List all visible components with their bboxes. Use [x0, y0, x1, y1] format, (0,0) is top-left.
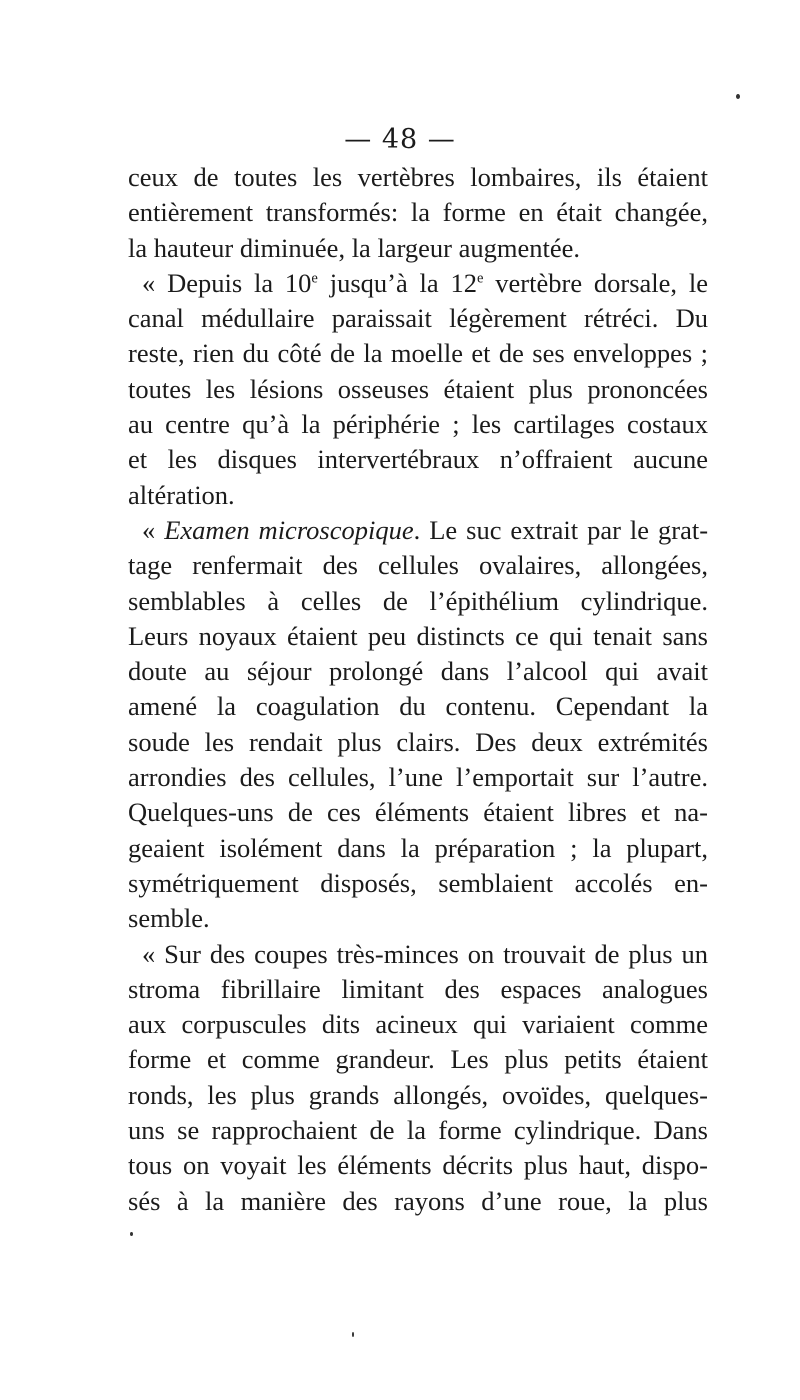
text-line: arrondies des cellules, l’une l’emportait sur l’autre. — [128, 762, 708, 793]
text-line: geaient isolément dans la préparation ; la plupart, — [128, 832, 708, 863]
page-number: — 48 — — [344, 124, 456, 155]
text-line: toutes les lésions osseuses étaient plus prononcées — [128, 373, 708, 404]
ordinal-superscript: e — [311, 270, 318, 287]
text-line: altération. — [128, 479, 235, 510]
text-line: « Sur des coupes très-minces on trouvait de plus un — [142, 938, 708, 969]
ink-speck — [130, 1232, 133, 1236]
text-line: amené la coagulation du contenu. Cependant la — [128, 691, 708, 722]
text-line: Quelques-uns de ces éléments étaient libres et na- — [128, 797, 708, 828]
ordinal-superscript: e — [477, 270, 484, 287]
text-line: Leurs noyaux étaient peu distincts ce qui tenait sans — [128, 620, 708, 651]
text-line: canal médullaire paraissait légèrement rétréci. Du — [128, 303, 708, 334]
text-line: la hauteur diminuée, la largeur augmentée. — [128, 232, 581, 263]
text-line: ronds, les plus grands allongés, ovoïdes, quelques- — [128, 1079, 708, 1110]
text-line: au centre qu’à la périphérie ; les cartilages costaux — [128, 409, 708, 440]
text-line: soude les rendait plus clairs. Des deux extrémités — [128, 726, 708, 757]
text-line: semblables à celles de l’épithélium cylindrique. — [128, 585, 708, 616]
text-line: entièrement transformés: la forme en était changée, — [128, 197, 708, 228]
text-fragment: jusqu’à la 12 — [317, 267, 477, 298]
text-fragment: vertèbre dorsale, le — [483, 267, 709, 298]
text-line: forme et comme grandeur. Les plus petits étaient — [128, 1044, 708, 1075]
text-line: stroma fibrillaire limitant des espaces analogues — [128, 973, 708, 1004]
section-heading-italic: Examen microscopique — [164, 514, 414, 545]
text-line: sés à la manière des rayons d’une roue, la plus — [128, 1185, 708, 1216]
text-fragment: . Le suc extrait par le grat- — [413, 514, 709, 545]
text-line — [128, 266, 708, 301]
text-line: et les disques intervertébraux n’offraient aucune — [128, 444, 708, 475]
text-line — [128, 513, 708, 548]
text-line: tage renfermait des cellules ovalaires, allongées, — [128, 550, 708, 581]
text-line: aux corpuscules dits acineux qui variaient comme — [128, 1009, 708, 1040]
text-line: doute au séjour prolongé dans l’alcool qui avait — [128, 656, 708, 687]
text-fragment: « — [142, 514, 165, 545]
text-fragment: « Depuis la 10 — [142, 267, 312, 298]
text-line: ceux de toutes les vertèbres lombaires, ils étaient — [128, 162, 708, 192]
text-line: uns se rapprochaient de la forme cylindrique. Dans — [128, 1115, 708, 1146]
ink-speck — [736, 94, 740, 99]
text-line: tous on voyait les éléments décrits plus haut, dispo- — [128, 1150, 708, 1181]
ink-speck — [352, 1332, 354, 1337]
text-line: reste, rien du côté de la moelle et de ses enveloppes ; — [128, 338, 708, 369]
page-text — [128, 160, 708, 1219]
text-line: symétriquement disposés, semblaient accolés en- — [128, 867, 708, 898]
text-line: semble. — [128, 903, 210, 934]
